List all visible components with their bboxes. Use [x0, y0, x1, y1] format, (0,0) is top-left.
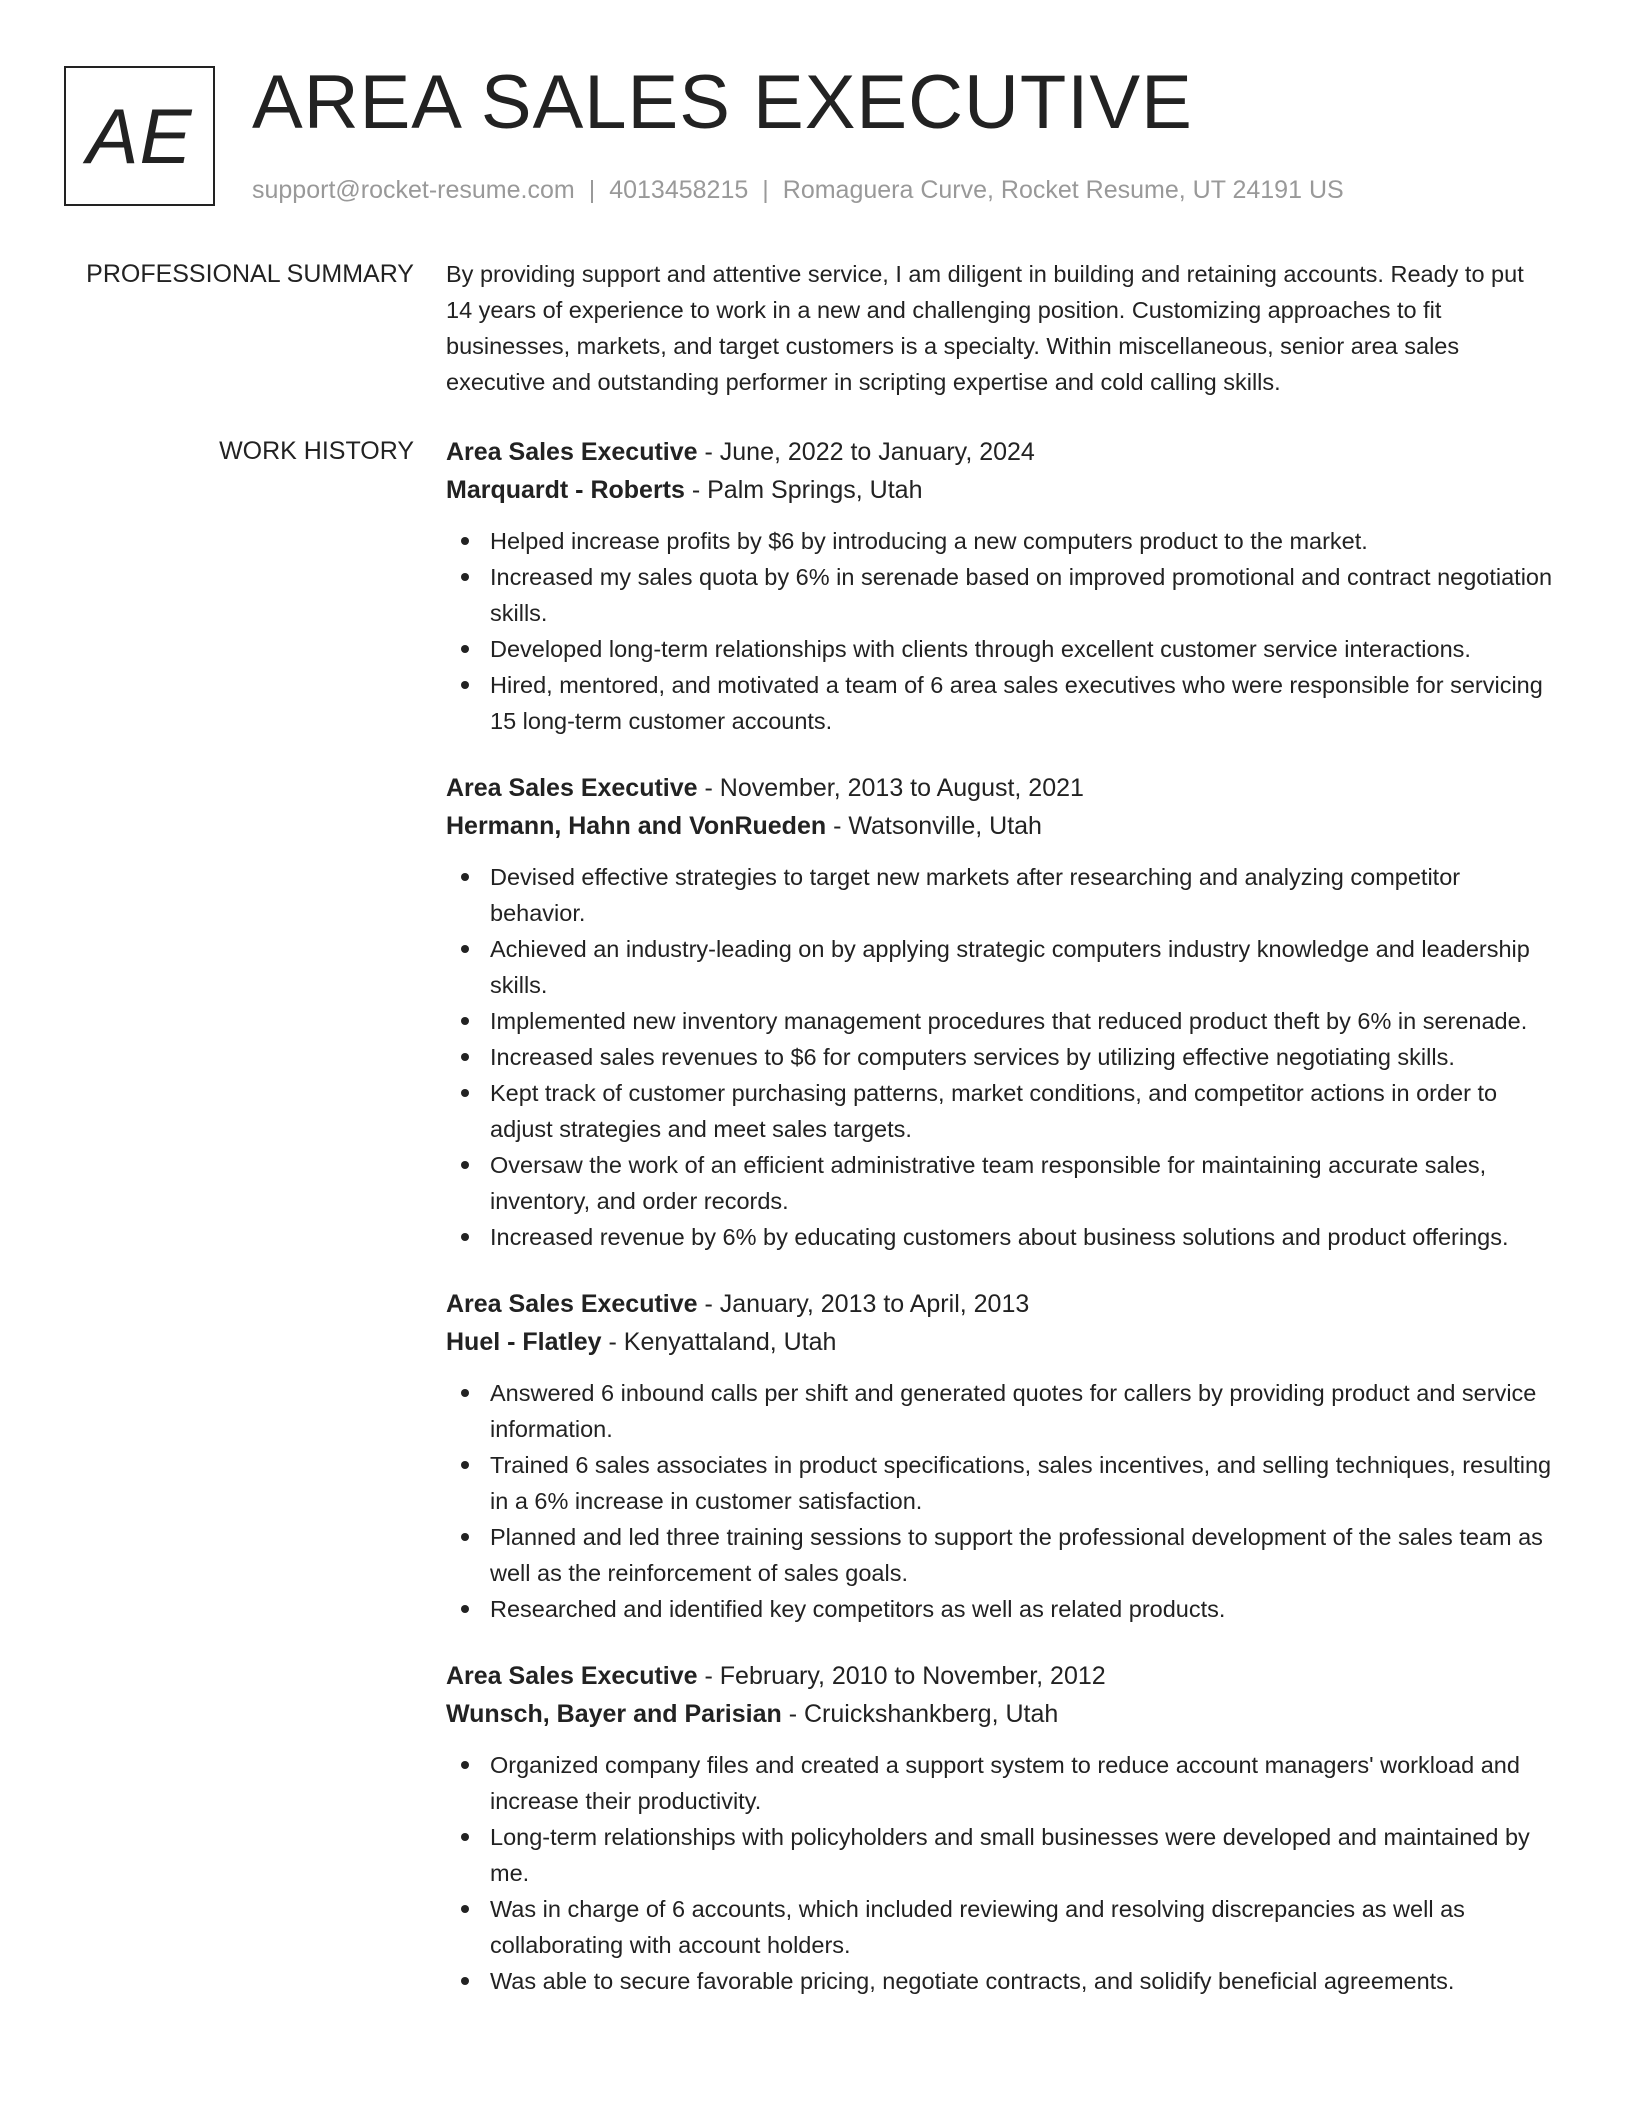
list-item	[446, 1519, 1556, 1591]
job-title-line	[446, 769, 1556, 807]
bullet-icon	[461, 573, 469, 581]
list-item	[446, 1963, 1556, 1999]
list-item	[446, 1891, 1556, 1963]
bullet-icon	[461, 1761, 469, 1769]
list-item	[446, 1447, 1556, 1519]
job-dates: - June, 2022 to January, 2024	[697, 438, 1035, 466]
job-title: Area Sales Executive	[446, 438, 698, 466]
job-location: - Watsonville, Utah	[826, 812, 1042, 840]
job-company-line	[446, 471, 1556, 509]
bullet-text: Was able to secure favorable pricing, negotiate contracts, and solidify beneficial agreements.	[490, 1968, 1455, 1994]
list-item	[446, 667, 1556, 739]
bullet-text: Hired, mentored, and motivated a team of 6 area sales executives who were responsible for servicing 15 long-term customer accounts.	[490, 672, 1543, 734]
bullet-text: Long-term relationships with policyholders and small businesses were developed and maintained by me.	[490, 1824, 1530, 1886]
list-item	[446, 523, 1556, 559]
monogram-badge	[64, 66, 215, 206]
job-dates: - February, 2010 to November, 2012	[697, 1662, 1106, 1690]
job-company-line	[446, 1695, 1556, 1733]
job-location: - Cruickshankberg, Utah	[781, 1700, 1059, 1728]
bullet-icon	[461, 1053, 469, 1061]
bullet-icon	[461, 873, 469, 881]
list-item	[446, 1003, 1556, 1039]
bullet-icon	[461, 645, 469, 653]
job-title-line	[446, 433, 1556, 471]
monogram-initials: AE	[86, 91, 193, 180]
job-title: Area Sales Executive	[446, 1290, 698, 1318]
contact-separator: |	[762, 176, 769, 204]
job-company-line	[446, 807, 1556, 845]
bullet-icon	[461, 1833, 469, 1841]
contact-address: Romaguera Curve, Rocket Resume, UT 24191 US	[782, 176, 1344, 204]
bullet-text: Devised effective strategies to target new markets after researching and analyzing competitor behavior.	[490, 864, 1461, 926]
bullet-text: Researched and identified key competitors as well as related products.	[490, 1596, 1226, 1622]
job-title-line	[446, 1657, 1556, 1695]
bullet-icon	[461, 1605, 469, 1613]
list-item	[446, 1075, 1556, 1147]
job-entry	[446, 433, 1556, 739]
bullet-icon	[461, 1017, 469, 1025]
bullet-icon	[461, 1461, 469, 1469]
bullet-icon	[461, 1533, 469, 1541]
list-item	[446, 1375, 1556, 1447]
job-title-line	[446, 1285, 1556, 1323]
job-bullets	[446, 1747, 1556, 1999]
contact-email[interactable]: support@rocket-resume.com	[252, 176, 575, 204]
bullet-text: Increased sales revenues to $6 for computers services by utilizing effective negotiating skills.	[490, 1044, 1455, 1070]
bullet-text: Was in charge of 6 accounts, which included reviewing and resolving discrepancies as well as collaborating with account holders.	[490, 1896, 1465, 1958]
work-history-heading: WORK HISTORY	[219, 437, 414, 465]
job-entry	[446, 1657, 1556, 1999]
bullet-icon	[461, 1089, 469, 1097]
list-item	[446, 1219, 1556, 1255]
page-title: AREA SALES EXECUTIVE	[252, 60, 1193, 145]
job-company-line	[446, 1323, 1556, 1361]
bullet-text: Organized company files and created a support system to reduce account managers' workload and increase their productivity.	[490, 1752, 1520, 1814]
job-company: Hermann, Hahn and VonRueden	[446, 812, 827, 840]
list-item	[446, 1819, 1556, 1891]
bullet-icon	[461, 945, 469, 953]
job-location: - Kenyattaland, Utah	[601, 1328, 837, 1356]
job-bullets	[446, 1375, 1556, 1627]
bullet-text: Oversaw the work of an efficient administrative team responsible for maintaining accurate sales, inventory, and order records.	[490, 1152, 1487, 1214]
contact-phone[interactable]: 4013458215	[609, 176, 749, 204]
bullet-text: Implemented new inventory management procedures that reduced product theft by 6% in serenade.	[490, 1008, 1528, 1034]
list-item	[446, 1147, 1556, 1219]
job-location: - Palm Springs, Utah	[684, 476, 923, 504]
bullet-icon	[461, 1905, 469, 1913]
bullet-icon	[461, 1233, 469, 1241]
list-item	[446, 1747, 1556, 1819]
bullet-icon	[461, 1161, 469, 1169]
list-item	[446, 931, 1556, 1003]
job-company: Wunsch, Bayer and Parisian	[446, 1700, 782, 1728]
bullet-text: Increased revenue by 6% by educating customers about business solutions and product offerings.	[490, 1224, 1509, 1250]
list-item	[446, 559, 1556, 631]
contact-separator: |	[588, 176, 596, 204]
job-title: Area Sales Executive	[446, 1662, 698, 1690]
job-title: Area Sales Executive	[446, 774, 698, 802]
list-item	[446, 631, 1556, 667]
contact-line	[252, 172, 1344, 208]
list-item	[446, 1591, 1556, 1627]
list-item	[446, 859, 1556, 931]
bullet-icon	[461, 1389, 469, 1397]
bullet-text: Kept track of customer purchasing patterns, market conditions, and competitor actions in order to adjust strategies and meet sales targets.	[490, 1080, 1498, 1142]
job-company: Huel - Flatley	[446, 1328, 602, 1356]
bullet-icon	[461, 681, 469, 689]
job-bullets	[446, 523, 1556, 739]
job-company: Marquardt - Roberts	[446, 476, 685, 504]
job-entry	[446, 1285, 1556, 1627]
bullet-text: Achieved an industry-leading on by applying strategic computers industry knowledge and leadership skills.	[490, 936, 1530, 998]
bullet-text: Planned and led three training sessions to support the professional development of the sales team as well as the reinforcement of sales goals.	[490, 1524, 1543, 1586]
summary-text: By providing support and attentive service, I am diligent in building and retaining accounts. Ready to put 14 years of experience to work in a new and challenging position. Customizing approaches to fit businesses, markets, and target customers is a specialty. Within miscellaneous, senior area sales executive and outstanding performer in scripting expertise and cold calling skills.	[446, 261, 1524, 395]
bullet-text: Helped increase profits by $6 by introducing a new computers product to the market.	[490, 528, 1368, 554]
bullet-icon	[461, 537, 469, 545]
bullet-text: Trained 6 sales associates in product specifications, sales incentives, and selling techniques, resulting in a 6% increase in customer satisfaction.	[490, 1452, 1552, 1514]
job-entry	[446, 769, 1556, 1255]
summary-heading: PROFESSIONAL SUMMARY	[86, 260, 414, 288]
job-list	[446, 433, 1556, 2029]
bullet-icon	[461, 1977, 469, 1985]
job-bullets	[446, 859, 1556, 1255]
bullet-text: Developed long-term relationships with clients through excellent customer service interactions.	[490, 636, 1471, 662]
bullet-text: Answered 6 inbound calls per shift and generated quotes for callers by providing product and service information.	[490, 1380, 1537, 1442]
bullet-text: Increased my sales quota by 6% in serenade based on improved promotional and contract negotiation skills.	[490, 564, 1553, 626]
job-dates: - January, 2013 to April, 2013	[697, 1290, 1030, 1318]
job-dates: - November, 2013 to August, 2021	[697, 774, 1084, 802]
list-item	[446, 1039, 1556, 1075]
